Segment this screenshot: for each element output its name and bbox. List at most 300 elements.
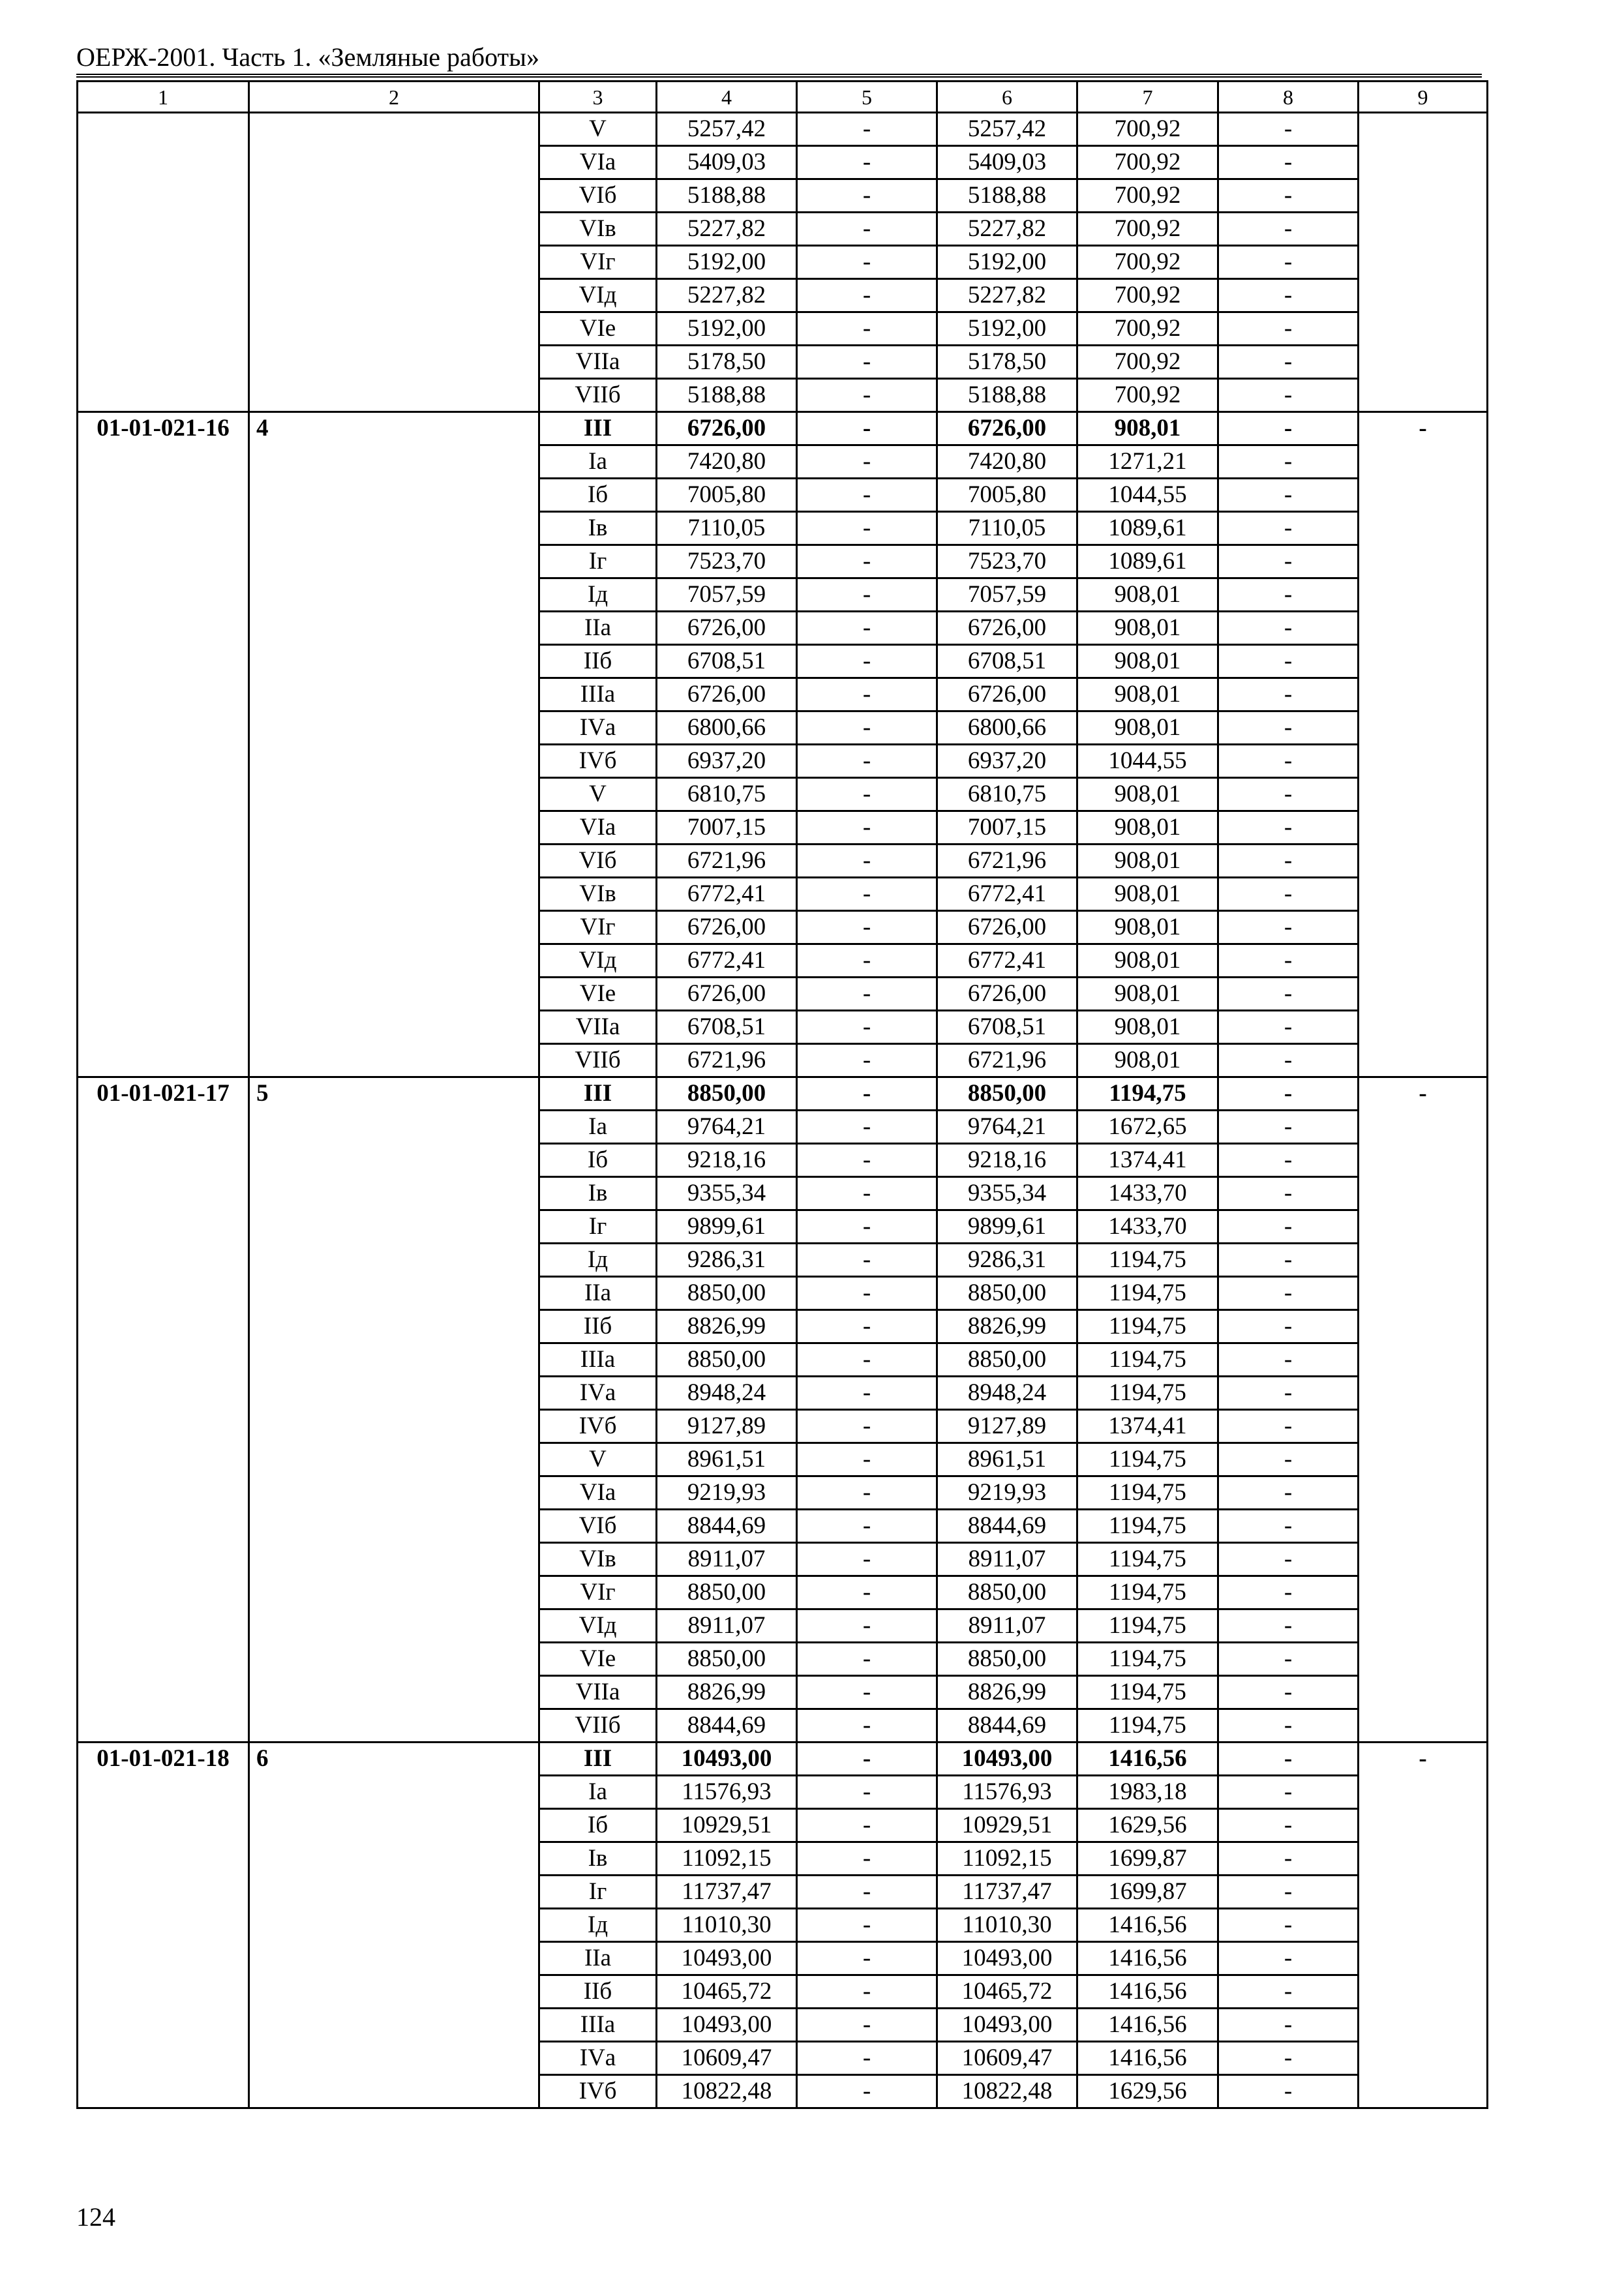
col5-cell: -: [797, 246, 937, 279]
col7-cell: 1672,65: [1077, 1111, 1218, 1144]
col6-cell: 6810,75: [937, 778, 1077, 811]
col5-cell: -: [797, 146, 937, 179]
col6-cell: 8911,07: [937, 1609, 1077, 1643]
col7-cell: 1194,75: [1077, 1244, 1218, 1277]
total-cost-cell: 9899,61: [657, 1210, 797, 1244]
total-cost-cell: 7110,05: [657, 512, 797, 545]
col8-cell: -: [1218, 944, 1359, 978]
column-number-cell: 8: [1218, 82, 1359, 113]
total-cost-cell: 5192,00: [657, 312, 797, 346]
zone-cell: Iв: [539, 1177, 657, 1210]
table-body: [78, 82, 1488, 2108]
col7-cell: 1416,56: [1077, 1942, 1218, 1975]
col5-cell: -: [797, 2075, 937, 2108]
total-cost-cell: 5192,00: [657, 246, 797, 279]
col5-cell: -: [797, 113, 937, 146]
total-cost-cell: 6721,96: [657, 1044, 797, 1077]
col7-cell: 1374,41: [1077, 1410, 1218, 1443]
col8-cell: -: [1218, 778, 1359, 811]
zone-cell: VIа: [539, 1476, 657, 1510]
total-cost-cell: 10465,72: [657, 1975, 797, 2009]
total-cost-cell: 6708,51: [657, 645, 797, 678]
col6-cell: 11576,93: [937, 1776, 1077, 1809]
col6-cell: 6721,96: [937, 845, 1077, 878]
col6-cell: 6800,66: [937, 711, 1077, 745]
col8-cell: -: [1218, 1942, 1359, 1975]
col7-cell: 908,01: [1077, 645, 1218, 678]
rate-code-cell: 01-01-021-17: [78, 1077, 249, 1743]
total-cost-cell: 6726,00: [657, 978, 797, 1011]
col7-cell: 908,01: [1077, 845, 1218, 878]
col5-cell: -: [797, 1210, 937, 1244]
zone-cell: V: [539, 778, 657, 811]
col8-cell: -: [1218, 1609, 1359, 1643]
col6-cell: 8826,99: [937, 1310, 1077, 1343]
total-cost-cell: 10493,00: [657, 1942, 797, 1975]
col5-cell: -: [797, 1476, 937, 1510]
zone-cell: Iд: [539, 578, 657, 612]
col8-cell: -: [1218, 1077, 1359, 1111]
col5-cell: -: [797, 1975, 937, 2009]
col6-cell: 8961,51: [937, 1443, 1077, 1476]
zone-cell: VIIа: [539, 1676, 657, 1709]
total-cost-cell: 10609,47: [657, 2042, 797, 2075]
col8-cell: -: [1218, 1410, 1359, 1443]
col7-cell: 908,01: [1077, 978, 1218, 1011]
col5-cell: -: [797, 279, 937, 312]
col7-cell: 1194,75: [1077, 1609, 1218, 1643]
col8-cell: -: [1218, 412, 1359, 445]
col5-cell: -: [797, 612, 937, 645]
col5-cell: -: [797, 678, 937, 711]
col6-cell: 5192,00: [937, 312, 1077, 346]
total-cost-cell: 6800,66: [657, 711, 797, 745]
zone-cell: IIб: [539, 1310, 657, 1343]
col7-cell: 1433,70: [1077, 1210, 1218, 1244]
col9-cell: -: [1359, 412, 1488, 1077]
total-cost-cell: 6708,51: [657, 1011, 797, 1044]
rate-code-cell: [78, 113, 249, 412]
col7-cell: 1194,75: [1077, 1377, 1218, 1410]
col6-cell: 7110,05: [937, 512, 1077, 545]
table-row: [78, 113, 1488, 146]
col8-cell: -: [1218, 2009, 1359, 2042]
col6-cell: 8911,07: [937, 1543, 1077, 1576]
col5-cell: -: [797, 878, 937, 911]
col5-cell: -: [797, 2009, 937, 2042]
col7-cell: 1194,75: [1077, 1643, 1218, 1676]
col5-cell: -: [797, 1011, 937, 1044]
col6-cell: 7523,70: [937, 545, 1077, 578]
total-cost-cell: 8850,00: [657, 1277, 797, 1310]
total-cost-cell: 9286,31: [657, 1244, 797, 1277]
work-description-cell: 5: [249, 1077, 539, 1743]
page-header-title: ОЕРЖ-2001. Часть 1. «Земляные работы»: [76, 42, 539, 72]
zone-cell: Iб: [539, 479, 657, 512]
col7-cell: 1194,75: [1077, 1676, 1218, 1709]
col5-cell: -: [797, 1876, 937, 1909]
col6-cell: 6726,00: [937, 978, 1077, 1011]
col6-cell: 6726,00: [937, 412, 1077, 445]
col8-cell: -: [1218, 1776, 1359, 1809]
total-cost-cell: 11092,15: [657, 1842, 797, 1876]
col6-cell: 8948,24: [937, 1377, 1077, 1410]
col9-cell: [1359, 113, 1488, 412]
col7-cell: 700,92: [1077, 312, 1218, 346]
col6-cell: 6937,20: [937, 745, 1077, 778]
col8-cell: -: [1218, 379, 1359, 412]
col6-cell: 8826,99: [937, 1676, 1077, 1709]
col5-cell: -: [797, 445, 937, 479]
zone-cell: IVа: [539, 711, 657, 745]
col8-cell: -: [1218, 479, 1359, 512]
col8-cell: -: [1218, 1044, 1359, 1077]
zone-cell: III: [539, 1077, 657, 1111]
work-description-cell: 6: [249, 1743, 539, 2108]
col6-cell: 9764,21: [937, 1111, 1077, 1144]
col6-cell: 9219,93: [937, 1476, 1077, 1510]
col6-cell: 8850,00: [937, 1277, 1077, 1310]
col6-cell: 10493,00: [937, 1743, 1077, 1776]
col5-cell: -: [797, 1111, 937, 1144]
col6-cell: 7005,80: [937, 479, 1077, 512]
col6-cell: 5409,03: [937, 146, 1077, 179]
col8-cell: -: [1218, 1709, 1359, 1743]
col5-cell: -: [797, 845, 937, 878]
zone-cell: Iг: [539, 1876, 657, 1909]
col5-cell: -: [797, 479, 937, 512]
zone-cell: IVа: [539, 1377, 657, 1410]
col5-cell: -: [797, 1410, 937, 1443]
col5-cell: -: [797, 1310, 937, 1343]
col7-cell: 1699,87: [1077, 1842, 1218, 1876]
col7-cell: 1194,75: [1077, 1310, 1218, 1343]
total-cost-cell: 8948,24: [657, 1377, 797, 1410]
col6-cell: 11737,47: [937, 1876, 1077, 1909]
zone-cell: IVб: [539, 1410, 657, 1443]
col7-cell: 1194,75: [1077, 1077, 1218, 1111]
col7-cell: 1374,41: [1077, 1144, 1218, 1177]
column-number-cell: 7: [1077, 82, 1218, 113]
total-cost-cell: 6726,00: [657, 678, 797, 711]
zone-cell: Iа: [539, 1776, 657, 1809]
col7-cell: 908,01: [1077, 811, 1218, 845]
col5-cell: -: [797, 545, 937, 578]
col6-cell: 8850,00: [937, 1343, 1077, 1377]
col7-cell: 1629,56: [1077, 2075, 1218, 2108]
col6-cell: 6708,51: [937, 1011, 1077, 1044]
col7-cell: 908,01: [1077, 944, 1218, 978]
col8-cell: -: [1218, 1975, 1359, 2009]
total-cost-cell: 8911,07: [657, 1609, 797, 1643]
col8-cell: -: [1218, 512, 1359, 545]
col6-cell: 10493,00: [937, 1942, 1077, 1975]
total-cost-cell: 5227,82: [657, 279, 797, 312]
total-cost-cell: 5409,03: [657, 146, 797, 179]
col7-cell: 1433,70: [1077, 1177, 1218, 1210]
col6-cell: 8844,69: [937, 1510, 1077, 1543]
col5-cell: -: [797, 312, 937, 346]
col6-cell: 10929,51: [937, 1809, 1077, 1842]
col7-cell: 1271,21: [1077, 445, 1218, 479]
col6-cell: 8850,00: [937, 1077, 1077, 1111]
col7-cell: 1416,56: [1077, 1743, 1218, 1776]
price-table: [76, 80, 1488, 2109]
zone-cell: Iа: [539, 445, 657, 479]
zone-cell: IIIа: [539, 1343, 657, 1377]
col8-cell: -: [1218, 612, 1359, 645]
zone-cell: VIв: [539, 213, 657, 246]
col7-cell: 908,01: [1077, 578, 1218, 612]
col7-cell: 908,01: [1077, 412, 1218, 445]
total-cost-cell: 10929,51: [657, 1809, 797, 1842]
col8-cell: -: [1218, 1909, 1359, 1942]
col8-cell: -: [1218, 2042, 1359, 2075]
col7-cell: 908,01: [1077, 778, 1218, 811]
total-cost-cell: 6726,00: [657, 612, 797, 645]
col7-cell: 1194,75: [1077, 1576, 1218, 1609]
work-description-cell: [249, 113, 539, 412]
zone-cell: VIе: [539, 978, 657, 1011]
total-cost-cell: 8850,00: [657, 1343, 797, 1377]
col8-cell: -: [1218, 1809, 1359, 1842]
col5-cell: -: [797, 1942, 937, 1975]
zone-cell: VIе: [539, 1643, 657, 1676]
col7-cell: 908,01: [1077, 612, 1218, 645]
col6-cell: 5227,82: [937, 279, 1077, 312]
col6-cell: 5188,88: [937, 379, 1077, 412]
col8-cell: -: [1218, 1743, 1359, 1776]
col6-cell: 6721,96: [937, 1044, 1077, 1077]
col7-cell: 1629,56: [1077, 1809, 1218, 1842]
total-cost-cell: 6937,20: [657, 745, 797, 778]
col5-cell: -: [797, 1709, 937, 1743]
table-row: [78, 1077, 1488, 1111]
zone-cell: VIб: [539, 845, 657, 878]
col5-cell: -: [797, 1643, 937, 1676]
col6-cell: 5188,88: [937, 179, 1077, 213]
col6-cell: 10465,72: [937, 1975, 1077, 2009]
zone-cell: IIа: [539, 1277, 657, 1310]
col5-cell: -: [797, 1077, 937, 1111]
col5-cell: -: [797, 978, 937, 1011]
col7-cell: 700,92: [1077, 213, 1218, 246]
col8-cell: -: [1218, 1177, 1359, 1210]
col7-cell: 908,01: [1077, 878, 1218, 911]
col8-cell: -: [1218, 1643, 1359, 1676]
col8-cell: -: [1218, 213, 1359, 246]
col8-cell: -: [1218, 1244, 1359, 1277]
total-cost-cell: 11576,93: [657, 1776, 797, 1809]
col8-cell: -: [1218, 1543, 1359, 1576]
col5-cell: -: [797, 1277, 937, 1310]
zone-cell: V: [539, 113, 657, 146]
col8-cell: -: [1218, 1676, 1359, 1709]
col6-cell: 7420,80: [937, 445, 1077, 479]
col5-cell: -: [797, 1044, 937, 1077]
total-cost-cell: 6772,41: [657, 944, 797, 978]
col5-cell: -: [797, 645, 937, 678]
col7-cell: 1416,56: [1077, 1909, 1218, 1942]
zone-cell: VIб: [539, 1510, 657, 1543]
zone-cell: Iд: [539, 1909, 657, 1942]
col5-cell: -: [797, 1909, 937, 1942]
col8-cell: -: [1218, 711, 1359, 745]
col5-cell: -: [797, 379, 937, 412]
column-number-cell: 2: [249, 82, 539, 113]
total-cost-cell: 8826,99: [657, 1310, 797, 1343]
col7-cell: 1194,75: [1077, 1476, 1218, 1510]
col8-cell: -: [1218, 645, 1359, 678]
column-number-cell: 4: [657, 82, 797, 113]
zone-cell: VIIб: [539, 379, 657, 412]
col5-cell: -: [797, 1676, 937, 1709]
col8-cell: -: [1218, 346, 1359, 379]
total-cost-cell: 8850,00: [657, 1576, 797, 1609]
col6-cell: 5227,82: [937, 213, 1077, 246]
zone-cell: IIIа: [539, 678, 657, 711]
total-cost-cell: 9219,93: [657, 1476, 797, 1510]
total-cost-cell: 5178,50: [657, 346, 797, 379]
zone-cell: VIб: [539, 179, 657, 213]
col6-cell: 10609,47: [937, 2042, 1077, 2075]
total-cost-cell: 7523,70: [657, 545, 797, 578]
col5-cell: -: [797, 1776, 937, 1809]
zone-cell: VIд: [539, 279, 657, 312]
zone-cell: VIг: [539, 1576, 657, 1609]
table-row: [78, 412, 1488, 445]
total-cost-cell: 8826,99: [657, 1676, 797, 1709]
total-cost-cell: 8850,00: [657, 1077, 797, 1111]
col6-cell: 11092,15: [937, 1842, 1077, 1876]
col5-cell: -: [797, 911, 937, 944]
col6-cell: 6726,00: [937, 911, 1077, 944]
total-cost-cell: 10493,00: [657, 1743, 797, 1776]
zone-cell: Iг: [539, 1210, 657, 1244]
col6-cell: 6772,41: [937, 878, 1077, 911]
zone-cell: IIIа: [539, 2009, 657, 2042]
col7-cell: 1194,75: [1077, 1510, 1218, 1543]
total-cost-cell: 6721,96: [657, 845, 797, 878]
col6-cell: 7007,15: [937, 811, 1077, 845]
col5-cell: -: [797, 346, 937, 379]
col5-cell: -: [797, 711, 937, 745]
col7-cell: 1699,87: [1077, 1876, 1218, 1909]
col7-cell: 908,01: [1077, 1011, 1218, 1044]
col6-cell: 6708,51: [937, 645, 1077, 678]
zone-cell: VIа: [539, 811, 657, 845]
col9-cell: -: [1359, 1077, 1488, 1743]
col8-cell: -: [1218, 978, 1359, 1011]
col5-cell: -: [797, 512, 937, 545]
col7-cell: 1044,55: [1077, 745, 1218, 778]
column-number-row: [78, 82, 1488, 113]
rate-code-cell: 01-01-021-16: [78, 412, 249, 1077]
total-cost-cell: 5188,88: [657, 379, 797, 412]
col8-cell: -: [1218, 1343, 1359, 1377]
col6-cell: 9286,31: [937, 1244, 1077, 1277]
col8-cell: -: [1218, 445, 1359, 479]
col5-cell: -: [797, 1543, 937, 1576]
total-cost-cell: 9764,21: [657, 1111, 797, 1144]
col5-cell: -: [797, 179, 937, 213]
col5-cell: -: [797, 1377, 937, 1410]
col7-cell: 1089,61: [1077, 512, 1218, 545]
zone-cell: Iд: [539, 1244, 657, 1277]
total-cost-cell: 6810,75: [657, 778, 797, 811]
total-cost-cell: 7420,80: [657, 445, 797, 479]
col8-cell: -: [1218, 1842, 1359, 1876]
total-cost-cell: 10493,00: [657, 2009, 797, 2042]
col8-cell: -: [1218, 678, 1359, 711]
col8-cell: -: [1218, 1576, 1359, 1609]
col5-cell: -: [797, 811, 937, 845]
col7-cell: 1194,75: [1077, 1343, 1218, 1377]
zone-cell: IIб: [539, 1975, 657, 2009]
column-number-cell: 3: [539, 82, 657, 113]
zone-cell: Iв: [539, 512, 657, 545]
col7-cell: 908,01: [1077, 1044, 1218, 1077]
total-cost-cell: 7057,59: [657, 578, 797, 612]
col5-cell: -: [797, 412, 937, 445]
col8-cell: -: [1218, 1144, 1359, 1177]
zone-cell: IIа: [539, 612, 657, 645]
col8-cell: -: [1218, 1011, 1359, 1044]
col5-cell: -: [797, 1443, 937, 1476]
col7-cell: 908,01: [1077, 678, 1218, 711]
column-number-cell: 9: [1359, 82, 1488, 113]
col5-cell: -: [797, 1244, 937, 1277]
col7-cell: 700,92: [1077, 279, 1218, 312]
total-cost-cell: 9355,34: [657, 1177, 797, 1210]
col7-cell: 1416,56: [1077, 2042, 1218, 2075]
col6-cell: 9899,61: [937, 1210, 1077, 1244]
col8-cell: -: [1218, 146, 1359, 179]
zone-cell: VIв: [539, 878, 657, 911]
zone-cell: VIд: [539, 1609, 657, 1643]
col6-cell: 9355,34: [937, 1177, 1077, 1210]
col5-cell: -: [797, 578, 937, 612]
col5-cell: -: [797, 778, 937, 811]
total-cost-cell: 11737,47: [657, 1876, 797, 1909]
col8-cell: -: [1218, 578, 1359, 612]
total-cost-cell: 11010,30: [657, 1909, 797, 1942]
col5-cell: -: [797, 1177, 937, 1210]
col7-cell: 700,92: [1077, 346, 1218, 379]
col5-cell: -: [797, 2042, 937, 2075]
col7-cell: 700,92: [1077, 113, 1218, 146]
col8-cell: -: [1218, 1310, 1359, 1343]
col7-cell: 1089,61: [1077, 545, 1218, 578]
zone-cell: VIIб: [539, 1044, 657, 1077]
zone-cell: Iг: [539, 545, 657, 578]
rate-code-cell: 01-01-021-18: [78, 1743, 249, 2108]
col7-cell: 1194,75: [1077, 1277, 1218, 1310]
work-description-cell: 4: [249, 412, 539, 1077]
col7-cell: 1194,75: [1077, 1443, 1218, 1476]
zone-cell: VIе: [539, 312, 657, 346]
col6-cell: 9218,16: [937, 1144, 1077, 1177]
col7-cell: 1194,75: [1077, 1543, 1218, 1576]
col8-cell: -: [1218, 545, 1359, 578]
col5-cell: -: [797, 1842, 937, 1876]
col8-cell: -: [1218, 745, 1359, 778]
col7-cell: 1044,55: [1077, 479, 1218, 512]
zone-cell: VIг: [539, 911, 657, 944]
col8-cell: -: [1218, 279, 1359, 312]
total-cost-cell: 5227,82: [657, 213, 797, 246]
total-cost-cell: 6726,00: [657, 911, 797, 944]
